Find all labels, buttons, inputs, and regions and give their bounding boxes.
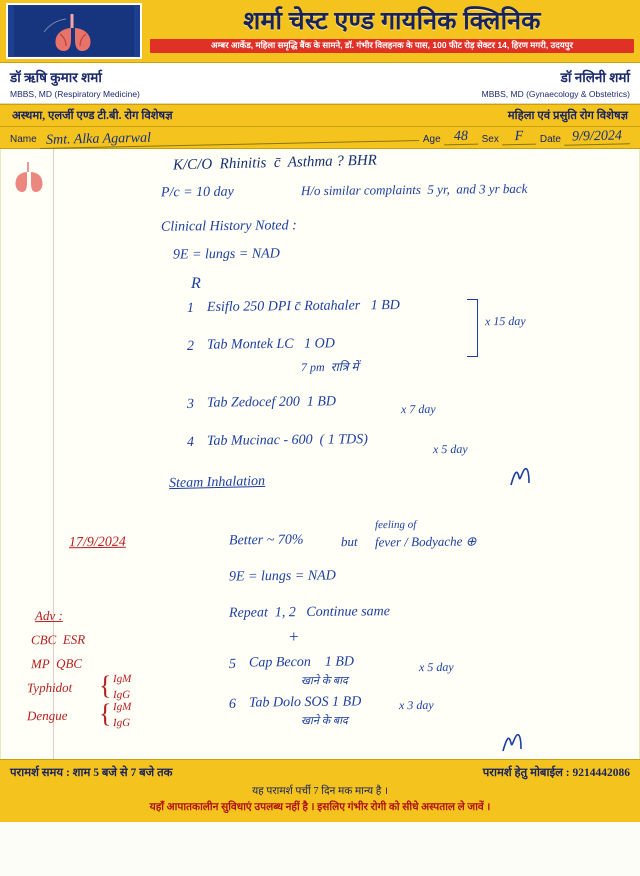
typhidot-igm: IgM [112,673,132,686]
rx-item-3-number: 3 [186,397,195,413]
clinic-name: शर्मा चेस्ट एण्ड गायनिक क्लिनिक [243,7,541,35]
patient-date-value[interactable]: 9/9/2024 [564,128,630,146]
rx-item-3-text: Tab Zedocef 200 1 BD [206,394,337,412]
note-rx-symbol: R [191,275,201,293]
speciality-left: अस्थमा, एलर्जी एण्ड टी.बी. रोग विशेषज्ञ [12,110,173,122]
note-steam-inhalation: Steam Inhalation [168,474,266,492]
doctor-left [10,68,140,99]
speciality-right: महिला एवं प्रसुति रोग विशेषज्ञ [507,110,628,122]
rx-item-1-number: 1 [186,301,195,317]
followup-fever-bodyache: fever / Bodyache ⊕ [374,533,477,550]
clinic-header [0,0,640,63]
note-history-similar: H/o similar complaints 5 yr, and 3 yr back [300,181,528,199]
followup-item-5-text: Cap Becon 1 BD [248,654,355,671]
typhidot-igg: IgG [112,689,131,702]
rx-item-1-text: Esiflo 250 DPI c̄ Rotahaler 1 BD [206,298,400,316]
followup-plus-sign: + [289,627,299,647]
rx-item-2-text: Tab Montek LC 1 OD [206,336,335,354]
followup-repeat: Repeat 1, 2 Continue same [228,604,391,622]
dengue-igg: IgG [112,717,131,730]
rx-item-4-text: Tab Mucinac - 600 ( 1 TDS) [206,432,368,450]
patient-sex-value[interactable]: F [502,129,536,146]
note-diagnosis: K/C/O Rhinitis c̄ Asthma ? BHR [172,152,378,174]
followup-item-6-sub: खाने के बाद [300,715,348,728]
name-label: Name [10,134,37,146]
note-presenting-complaint: P/c = 10 day [160,185,234,201]
dengue-igm: IgM [112,701,132,714]
doctor-signature-1 [509,465,539,487]
date-label: Date [539,134,561,146]
rx-duration-5day: x 5 day [432,442,468,457]
followup-item-6-number: 6 [228,697,237,713]
clinic-logo [6,3,142,59]
sex-label: Sex [481,134,499,146]
dengue-brace: { [99,699,112,729]
doctor-signature-2 [501,731,531,753]
followup-item-5-number: 5 [228,657,237,673]
advice-line-1: CBC ESR [30,632,86,648]
doctor-left-qualification: MBBS, MD (Respiratory Medicine) [10,89,140,99]
note-examination: 9E = lungs = NAD [172,246,280,263]
advice-heading: Adv : [34,608,63,624]
doctor-right-name: डॉ नलिनी शर्मा [560,70,630,85]
typhidot-brace: { [99,671,112,701]
patient-age-value[interactable]: 48 [443,129,477,146]
clinic-address: अम्बर आर्केड, महिला समृद्धि बैंक के सामने, डॉ. गंभीर विलहनक के पास, 100 फीट रोड़ सेक्टर 14, हिरण मगरी, उदयपुर [150,39,634,53]
followup-feeling-of: feeling of [374,519,417,532]
clinic-title-block [142,0,640,62]
rx-item-2-number: 2 [186,339,195,355]
followup-item-6-text: Tab Dolo SOS 1 BD [248,694,362,711]
advice-line-3: Typhidot [26,680,73,696]
advice-line-4: Dengue [26,708,68,724]
rx-group-bracket [467,299,478,357]
lungs-icon [14,6,134,56]
prescription-body [0,149,640,759]
followup-examination: 9E = lungs = NAD [228,568,336,585]
advice-line-2: MP QBC [30,656,83,672]
rx-duration-15day: x 15 day [484,314,526,329]
footer-validity: यह परामर्श पर्ची 7 दिन मक मान्य है । [252,786,388,798]
specialities-bar [0,104,640,127]
followup-date: 17/9/2024 [68,535,126,551]
followup-item-5-duration: x 5 day [418,660,454,675]
patient-name-value[interactable]: Smt. Alka Agarwal [40,125,419,149]
followup-item-5-sub: खाने के बाद [300,675,348,688]
patient-info-row [0,127,640,149]
rx-item-2-note: 7 pm रात्रि में [300,360,359,375]
doctors-block [0,63,640,104]
note-clinical-history: Clinical History Noted : [160,218,297,236]
rx-duration-7day: x 7 day [400,402,436,417]
doctor-right-qualification: MBBS, MD (Gynaecology & Obstetrics) [481,89,630,99]
footer-warning: यहाँ आपातकालीन सुविधाएं उपलब्ध नहीं है । इसलिए गंभीर रोगी को सीधे अस्पताल ले जावें । [149,802,491,814]
rx-item-4-number: 4 [186,435,195,451]
footer-timing: परामर्श समय : शाम 5 बजे से 7 बजे तक [10,767,173,780]
doctor-left-name: डॉ ऋषि कुमार शर्मा [10,70,102,85]
followup-but: but [340,534,358,550]
clinic-footer [0,759,640,822]
followup-item-6-duration: x 3 day [398,698,434,713]
doctor-right [482,68,630,99]
lungs-watermark-icon [9,159,49,197]
age-label: Age [422,134,441,146]
followup-better: Better ~ 70% [228,533,304,549]
footer-mobile: परामर्श हेतु मोबाईल : 9214442086 [482,767,630,780]
